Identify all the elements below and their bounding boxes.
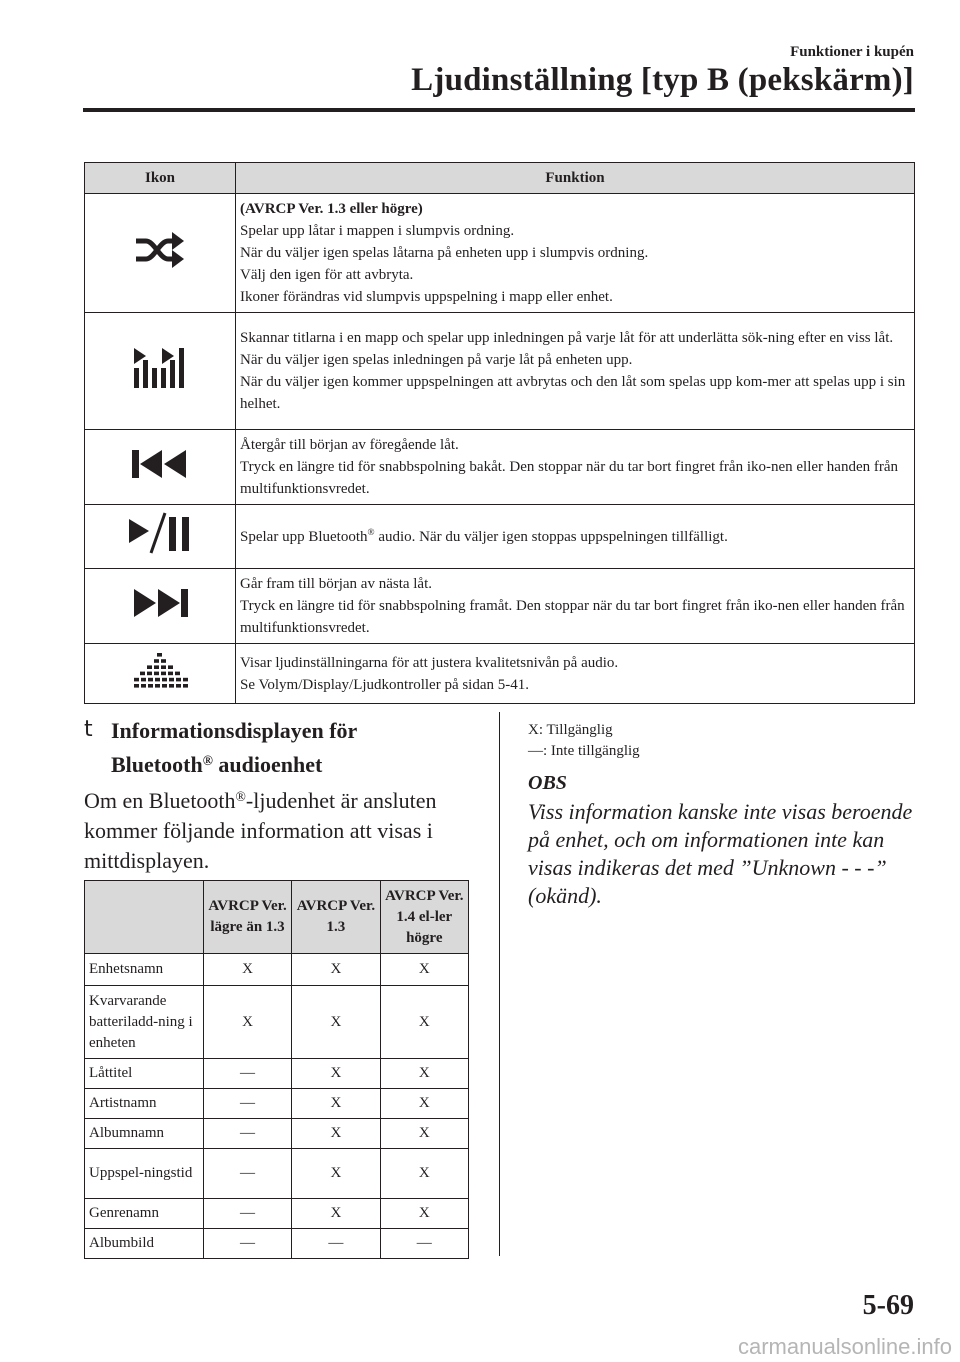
table-cell: X: [292, 1119, 380, 1149]
column-divider: [499, 712, 500, 1256]
function-cell: [236, 644, 915, 704]
header-rule: [83, 108, 915, 112]
function-line: Tryck en längre tid för snabbspolning framåt. Den stoppar när du tar bort fingret från iko-nen eller handen från multifunktionsvredet.: [240, 598, 905, 636]
shuffle-icon: [132, 260, 188, 276]
table-cell: X: [380, 1059, 468, 1089]
table-cell: —: [203, 1119, 291, 1149]
play-pause-icon: [125, 543, 195, 559]
column-header-icon: Ikon: [85, 163, 236, 194]
table-cell: —: [203, 1199, 291, 1229]
function-line: Tryck en längre tid för snabbspolning bakåt. Den stoppar när du tar bort fingret från iko-nen eller handen från multifunktionsvredet.: [240, 459, 898, 497]
table-cell: —: [292, 1229, 380, 1259]
icon-function-table: [84, 162, 915, 704]
icon-cell: [85, 313, 236, 430]
equalizer-icon-graphic: [132, 649, 188, 691]
table-row: [85, 954, 469, 986]
table-cell: —: [203, 1229, 291, 1259]
table-cell: X: [292, 1199, 380, 1229]
row-label: Albumbild: [85, 1229, 204, 1259]
table-cell: —: [203, 1089, 291, 1119]
table-cell: —: [380, 1229, 468, 1259]
table-row: [85, 1059, 469, 1089]
icon-cell: [85, 194, 236, 313]
table-row: [85, 569, 915, 644]
table-cell: —: [203, 1059, 291, 1089]
row-label: Artistnamn: [85, 1089, 204, 1119]
table-cell: X: [292, 1059, 380, 1089]
page-title: Ljudinställning [typ B (pekskärm)]: [411, 62, 914, 98]
note-heading: OBS: [528, 772, 567, 794]
table-row: [85, 1199, 469, 1229]
row-label: Låttitel: [85, 1059, 204, 1089]
row-label: Kvarvarande batteriladd-ning i enheten: [85, 986, 204, 1059]
section-title: Informationsdisplayen för Bluetooth® audioenhet: [111, 718, 358, 777]
column-header-avrcp-13: AVRCP Ver. 1.3: [292, 881, 380, 954]
row-label: Enhetsnamn: [85, 954, 204, 986]
table-row: [85, 430, 915, 505]
table-row: [85, 1089, 469, 1119]
table-cell: X: [292, 1089, 380, 1119]
icon-cell: [85, 569, 236, 644]
icon-cell: [85, 505, 236, 569]
row-label: Uppspel-ningstid: [85, 1149, 204, 1199]
table-row: [85, 1149, 469, 1199]
function-line: När du väljer igen spelas inledningen på varje låt på enheten upp.: [240, 352, 633, 368]
function-cell: [236, 569, 915, 644]
table-cell: X: [380, 954, 468, 986]
function-cell: [236, 430, 915, 505]
table-row: [85, 986, 469, 1059]
note-text: Viss information kanske inte visas beroende på enhet, och om informationen inte kan visas indikeras det med ”Unknown - - -” (okänd).: [528, 799, 913, 908]
table-cell: X: [203, 986, 291, 1059]
function-line: Skannar titlarna i en mapp och spelar upp inledningen på varje låt för att underlätta sök-ning efter en viss låt.: [240, 330, 894, 346]
table-cell: X: [380, 1119, 468, 1149]
scan-icon: [130, 380, 190, 396]
table-cell: X: [203, 954, 291, 986]
table-row: [85, 505, 915, 569]
column-header-empty: [85, 881, 204, 954]
column-header-avrcp-lower: AVRCP Ver. lägre än 1.3: [203, 881, 291, 954]
legend-available: X: Tillgänglig: [528, 722, 613, 738]
table-row: [85, 1229, 469, 1259]
row-label: Albumnamn: [85, 1119, 204, 1149]
table-header-row: [85, 881, 469, 954]
table-row: [85, 313, 915, 430]
function-line: När du väljer igen kommer uppspelningen att avbrytas och den låt som spelas upp kom-mer att spelas upp i sin helhet.: [240, 374, 906, 412]
table-cell: —: [203, 1149, 291, 1199]
page-number: 5-69: [862, 1290, 914, 1321]
icon-cell: [85, 644, 236, 704]
avrcp-availability-table: [84, 880, 469, 1259]
equalizer-icon: [132, 679, 188, 695]
function-line: Ikoner förändras vid slumpvis uppspelning i mapp eller enhet.: [240, 289, 613, 305]
table-cell: X: [292, 1149, 380, 1199]
function-line: Visar ljudinställningarna för att justera kvalitetsnivån på audio.: [240, 654, 619, 671]
function-title: (AVRCP Ver. 1.3 eller högre): [240, 201, 423, 217]
table-header-row: [85, 163, 915, 194]
previous-track-icon: [130, 469, 190, 485]
table-cell: X: [380, 986, 468, 1059]
function-line: Återgår till början av föregående låt.: [240, 437, 459, 453]
next-track-icon: [130, 608, 190, 624]
table-row: [85, 194, 915, 313]
table-cell: X: [292, 986, 380, 1059]
function-cell: [236, 194, 915, 313]
table-cell: X: [380, 1199, 468, 1229]
table-cell: X: [380, 1149, 468, 1199]
availability-legend: [528, 720, 640, 762]
column-header-avrcp-14: AVRCP Ver. 1.4 el-ler högre: [380, 881, 468, 954]
table-row: [85, 644, 915, 704]
header-section-label: Funktioner i kupén: [790, 44, 914, 60]
watermark: carmanualsonline.info: [737, 1334, 952, 1359]
section-body-text: Om en Bluetooth®-ljudenhet är ansluten kommer följande information att visas i mittdisplayen.: [84, 788, 437, 873]
icon-cell: [85, 430, 236, 505]
function-cell: [236, 505, 915, 569]
function-line: När du väljer igen spelas låtarna på enheten upp i slumpvis ordning.: [240, 245, 649, 261]
function-line: Går fram till början av nästa låt.: [240, 576, 433, 592]
function-line: Se Volym/Display/Ljudkontroller på sidan 5-41.: [240, 676, 530, 693]
function-line: Välj den igen för att avbryta.: [240, 267, 414, 283]
section-marker: t: [84, 717, 93, 742]
row-label: Genrenamn: [85, 1199, 204, 1229]
function-line: Spelar upp Bluetooth® audio. När du väljer igen stoppas uppspelningen tillfälligt.: [240, 528, 728, 545]
function-line: Spelar upp låtar i mappen i slumpvis ordning.: [240, 223, 515, 239]
table-row: [85, 1119, 469, 1149]
table-cell: X: [380, 1089, 468, 1119]
function-cell: [236, 313, 915, 430]
table-cell: X: [292, 954, 380, 986]
column-header-function: Funktion: [236, 163, 915, 194]
legend-unavailable: —: Inte tillgänglig: [528, 743, 640, 759]
